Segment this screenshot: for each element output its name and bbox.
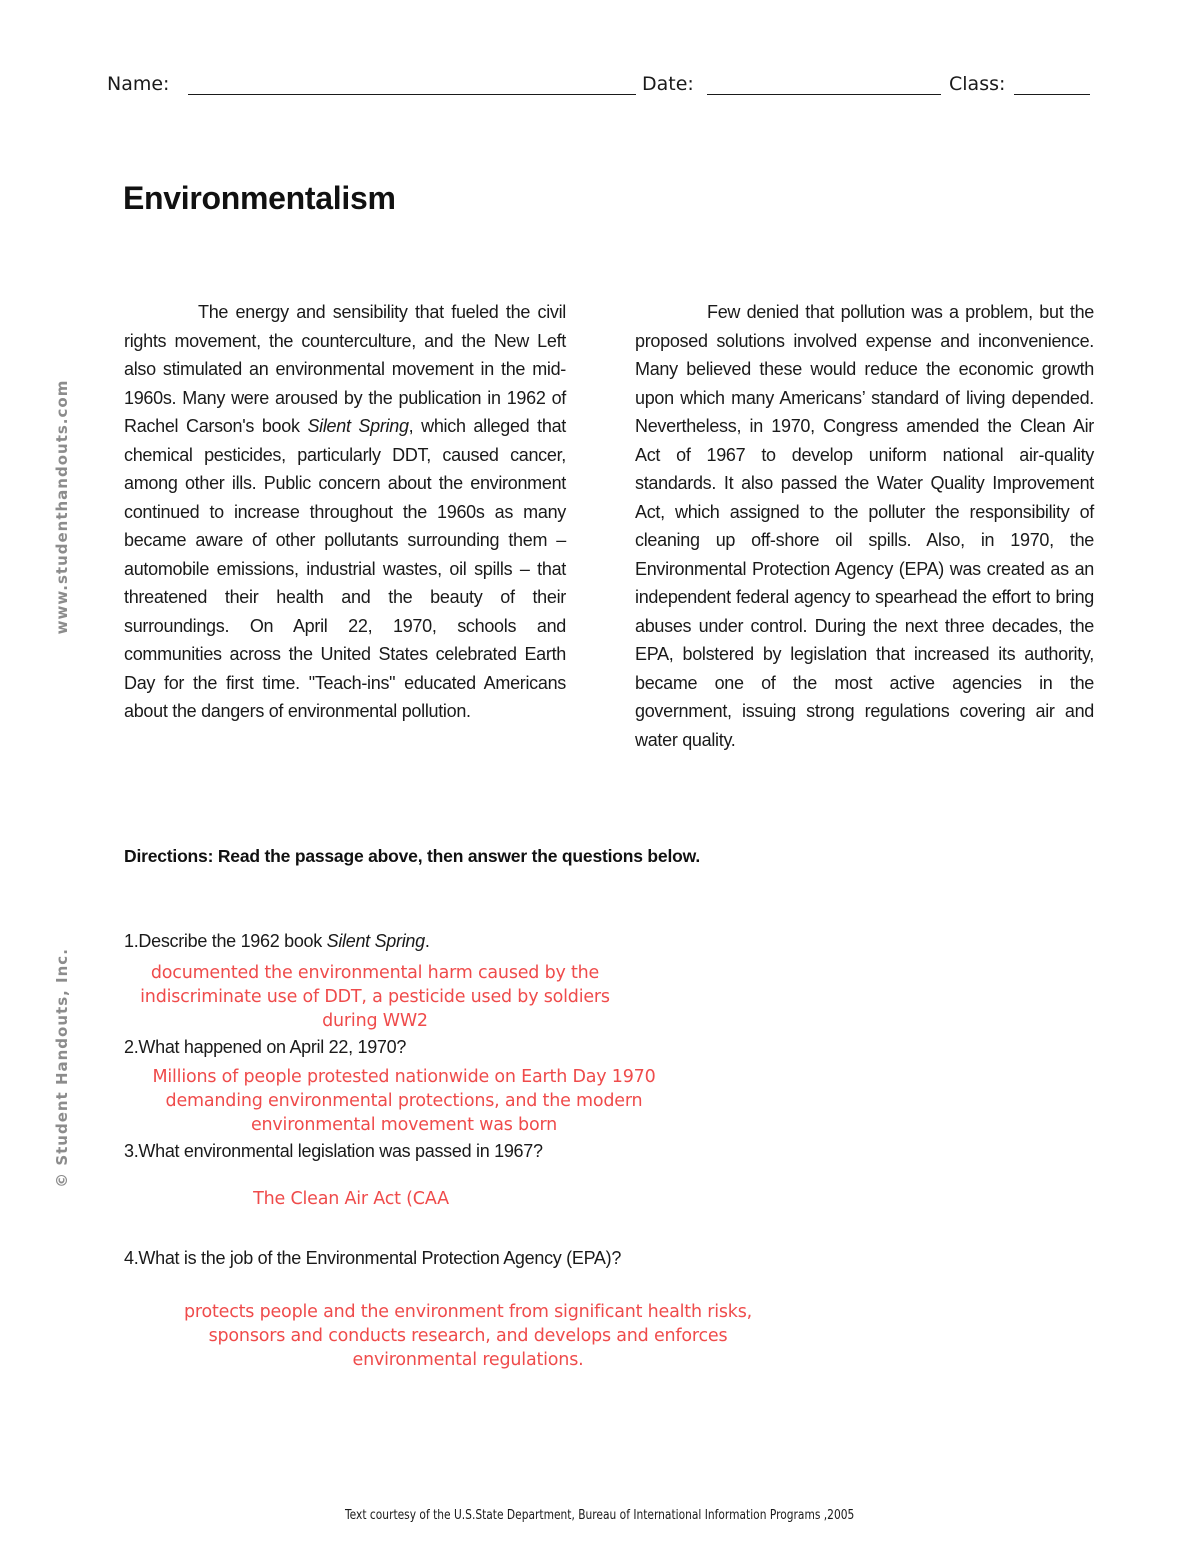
passage-right-column: Few denied that pollution was a problem, but the proposed solutions involved expense and inconvenience. Many believed these would reduce the economic growth upon which many Americans’ standard of living depended. Nevertheless, in 1970, Congress amended the Clean Air Act of 1967 to develop uniform national air-quality standards. It also passed the Water Quality Improvement Act, which assigned to the polluter the responsibility of cleaning up off-shore oil spills. Also, in 1970, the Environmental Protection Agency (EPA) was created as an independent federal agency to spearhead the effort to bring abuses under control. During the next three decades, the EPA, bolstered by legislation that increased its authority, became one of the most active agencies in the government, issuing strong regulations covering air and water quality. [635, 302, 1094, 750]
directions-text: Directions: Read the passage above, then answer the questions below. [124, 846, 701, 866]
question-text: What happened on April 22, 1970? [138, 1037, 407, 1057]
name-label: Name: [107, 73, 170, 95]
question-1 [124, 931, 430, 952]
class-label: Class: [949, 73, 1006, 95]
question-number: 4. [124, 1248, 139, 1268]
question-text: Describe the 1962 book [138, 931, 327, 951]
answer-3: The Clean Air Act (CAA [253, 1189, 449, 1209]
question-text: What is the job of the Environmental Protection Agency (EPA)? [138, 1248, 622, 1268]
answer-4: protects people and the environment from significant health risks, sponsors and conducts research, and develops and enforces environmental regulations. [183, 1302, 753, 1370]
date-blank-line [707, 94, 941, 95]
question-italic-title: Silent Spring [326, 931, 425, 951]
page-title: Environmentalism [123, 180, 396, 216]
book-title-italic: Silent Spring [307, 416, 409, 436]
footer-credit: Text courtesy of the U.S.State Department, Bureau of International Information Programs ,2005 [344, 1508, 855, 1523]
question-3 [124, 1141, 543, 1162]
worksheet-header [107, 73, 1092, 103]
answer-1: documented the environmental harm caused by the indiscriminate use of DDT, a pesticide used by soldiers during WW2 [140, 963, 610, 1031]
question-number: 1. [124, 931, 139, 951]
answer-2: Millions of people protested nationwide on Earth Day 1970 demanding environmental protections, and the modern environmental movement was born [152, 1067, 656, 1135]
sidebar-website-text: www.studenthandouts.com [53, 379, 71, 635]
date-label: Date: [642, 73, 694, 95]
passage-left-column [124, 298, 566, 726]
sidebar-copyright-text: © Student Handouts, Inc. [53, 948, 71, 1188]
question-number: 2. [124, 1037, 139, 1057]
passage-left-text-part1: The energy and sensibility that fueled the civil rights movement, the counterculture, and the New Left also stimulated an environmental movement in the mid-1960s. Many were aroused by the publication in 1962 of Rachel Carson's book [124, 302, 566, 436]
question-text: What environmental legislation was passed in 1967? [138, 1141, 543, 1161]
class-blank-line [1014, 94, 1090, 95]
name-blank-line [188, 94, 636, 95]
vertical-sidebar [52, 0, 72, 1553]
question-number: 3. [124, 1141, 139, 1161]
question-2 [124, 1037, 406, 1058]
question-4 [124, 1248, 621, 1269]
passage-left-text-part2: , which alleged that chemical pesticides, particularly DDT, caused cancer, among other ills. Public concern about the environment continued to increase throughout the 1960s as many became aware of other pollutants surrounding them – automobile emissions, industrial wastes, oil spills – that threatened their health and the beauty of their surroundings. On April 22, 1970, schools and communities across the United States celebrated Earth Day for the first time. "Teach-ins" educated Americans about the dangers of environmental pollution. [124, 416, 566, 721]
question-suffix: . [424, 931, 430, 951]
